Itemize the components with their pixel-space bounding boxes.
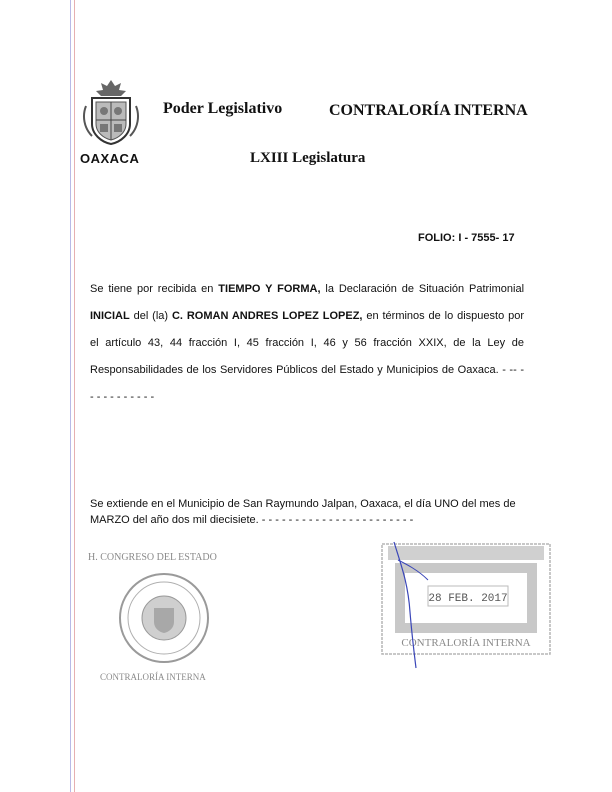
margin-line [70, 0, 71, 792]
body-text-part: del (la) [129, 310, 172, 322]
header-contraloria-interna: CONTRALORÍA INTERNA [329, 102, 528, 119]
receipt-bottom-text: CONTRALORÍA INTERNA [401, 637, 531, 649]
header-legislatura: LXIII Legislatura [250, 150, 366, 166]
header-poder-legislativo: Poder Legislativo [163, 100, 283, 117]
receipt-date: 28 FEB. 2017 [428, 593, 508, 605]
closing-paragraph: Se extiende en el Municipio de San Raymundo Jalpan, Oaxaca, el día UNO del mes de MARZO del año dos mil diecisiete. - - - - - - - - - - - - - - - - - - - - - - - [90, 498, 516, 526]
declaration-paragraph [90, 276, 524, 411]
body-text-bold: INICIAL [90, 310, 130, 322]
folio-number: FOLIO: I - 7555- 17 [418, 232, 515, 244]
body-text-bold: TIEMPO Y FORMA, [218, 283, 321, 295]
body-text-part: Se tiene por recibida en [90, 283, 219, 295]
margin-line [74, 0, 75, 792]
seal-top-text: H. CONGRESO DEL ESTADO [88, 552, 217, 563]
body-text-bold: C. ROMAN ANDRES LOPEZ LOPEZ, [171, 310, 363, 322]
seal-bottom-text: CONTRALORÍA INTERNA [100, 672, 206, 682]
logo-word: OAXACA [80, 151, 140, 166]
body-text-part: en términos de lo dispuesto por el artículo 43, 44 fracción I, 45 fracción I, 46 y 56 fracción XXIX, de la Ley de Responsabilidades de los Servidores Públicos del Estado y Municipios de Oaxaca. - -- - - - - - - - - - - - [90, 310, 524, 403]
body-text-part: la Declaración de Situación Patrimonial [320, 283, 525, 295]
registro-receipt-stamp [380, 540, 552, 670]
oaxaca-coat-of-arms-logo [80, 76, 142, 154]
congress-seal-stamp [84, 546, 244, 686]
